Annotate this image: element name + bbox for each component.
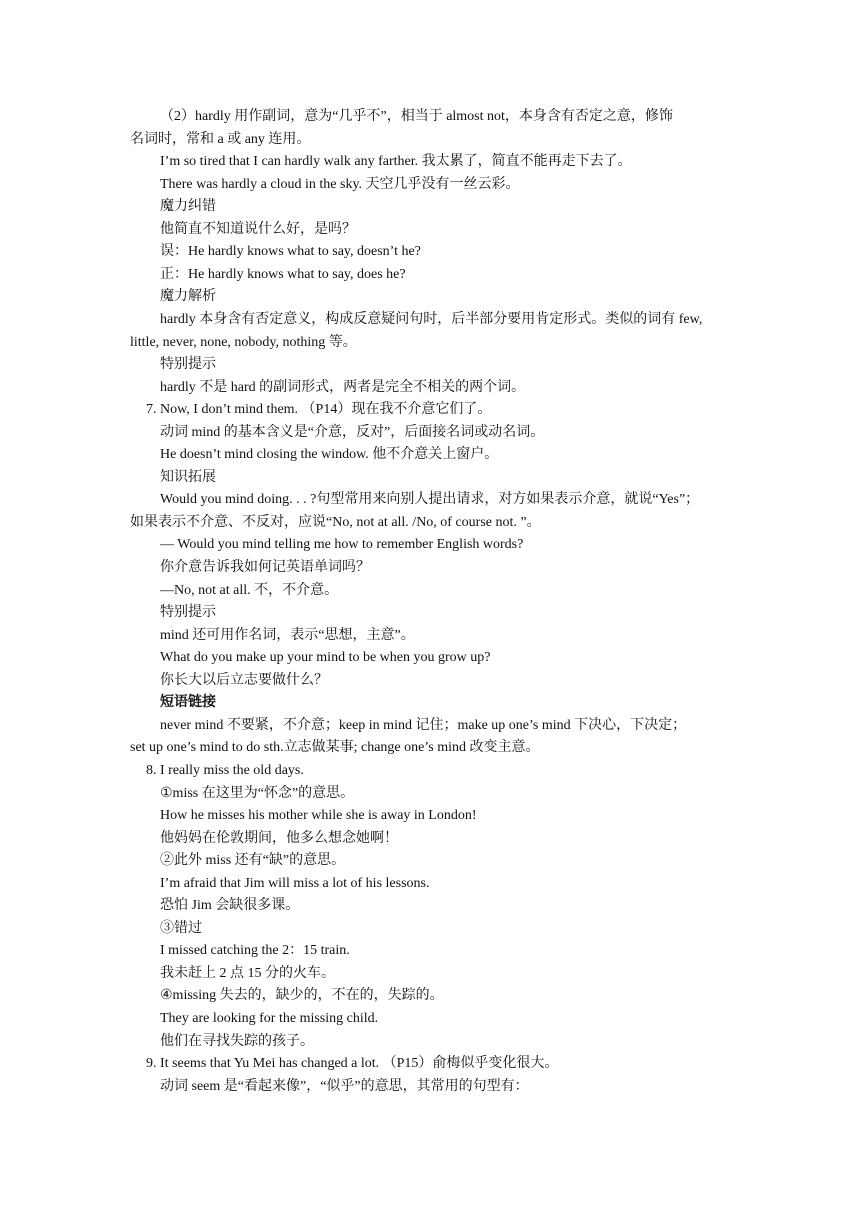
text-line: What do you make up your mind to be when you grow up? bbox=[160, 650, 491, 665]
text-line: never mind 不要紧，不介意；keep in mind 记住；make up one’s mind 下决心，下决定； bbox=[160, 718, 687, 733]
text-line: 动词 seem 是“看起来像”，“似乎”的意思，其常用的句型有： bbox=[160, 1079, 529, 1094]
text-line: Would you mind doing. . . ?句型常用来向别人提出请求，对方如果表示介意，就说“Yes”； bbox=[160, 492, 700, 507]
text-line: 8. I really miss the old days. bbox=[146, 763, 304, 778]
section-heading: 短语链接 bbox=[160, 695, 216, 710]
text-line: 魔力解析 bbox=[160, 289, 216, 304]
text-line: 特别提示 bbox=[160, 605, 216, 620]
text-line: There was hardly a cloud in the sky. 天空几乎没有一丝云彩。 bbox=[160, 177, 520, 192]
text-line: 他们在寻找失踪的孩子。 bbox=[160, 1034, 314, 1049]
text-line: 你介意告诉我如何记英语单词吗？ bbox=[160, 560, 370, 575]
text-line: I’m afraid that Jim will miss a lot of his lessons. bbox=[160, 876, 430, 891]
text-line: ③错过 bbox=[160, 921, 202, 936]
text-line: 正：He hardly knows what to say, does he? bbox=[160, 267, 406, 282]
text-line: ④missing 失去的，缺少的，不在的，失踪的。 bbox=[160, 988, 444, 1003]
text-line: 你长大以后立志要做什么？ bbox=[160, 673, 328, 688]
text-line: 他妈妈在伦敦期间，他多么想念她啊！ bbox=[160, 831, 398, 846]
text-line: mind 还可用作名词，表示“思想，主意”。 bbox=[160, 628, 415, 643]
text-line: They are looking for the missing child. bbox=[160, 1011, 379, 1026]
text-line: 动词 mind 的基本含义是“介意，反对”，后面接名词或动名词。 bbox=[160, 425, 545, 440]
text-line: 误：He hardly knows what to say, doesn’t he? bbox=[160, 244, 421, 259]
text-line: （2）hardly 用作副词，意为“几乎不”，相当于 almost not，本身含有否定之意，修饰 bbox=[160, 109, 673, 124]
text-line: I missed catching the 2：15 train. bbox=[160, 943, 350, 958]
text-line: How he misses his mother while she is away in London! bbox=[160, 808, 477, 823]
text-line: 名词时，常和 a 或 any 连用。 bbox=[130, 132, 311, 147]
text-line: 如果表示不介意、不反对，应说“No, not at all. /No, of course not. ”。 bbox=[130, 515, 541, 530]
text-line: little, never, none, nobody, nothing 等。 bbox=[130, 335, 357, 350]
text-line: ②此外 miss 还有“缺”的意思。 bbox=[160, 853, 346, 868]
text-line: I’m so tired that I can hardly walk any farther. 我太累了，简直不能再走下去了。 bbox=[160, 154, 632, 169]
text-line: hardly 本身含有否定意义，构成反意疑问句时，后半部分要用肯定形式。类似的词有 few, bbox=[160, 312, 703, 327]
text-line: 他简直不知道说什么好，是吗？ bbox=[160, 222, 356, 237]
text-line: 7. Now, I don’t mind them. （P14）现在我不介意它们了。 bbox=[146, 402, 492, 417]
text-line: 9. It seems that Yu Mei has changed a lot. （P15）俞梅似乎变化很大。 bbox=[146, 1056, 559, 1071]
text-line: 恐怕 Jim 会缺很多课。 bbox=[160, 898, 300, 913]
text-line: —No, not at all. 不，不介意。 bbox=[160, 583, 339, 598]
text-line: 我未赶上 2 点 15 分的火车。 bbox=[160, 966, 335, 981]
text-line: hardly 不是 hard 的副词形式，两者是完全不相关的两个词。 bbox=[160, 380, 526, 395]
text-line: He doesn’t mind closing the window. 他不介意关上窗户。 bbox=[160, 447, 499, 462]
text-line: 知识拓展 bbox=[160, 470, 216, 485]
text-line: 特别提示 bbox=[160, 357, 216, 372]
text-line: set up one’s mind to do sth.立志做某事; change one’s mind 改变主意。 bbox=[130, 740, 540, 755]
text-line: — Would you mind telling me how to remember English words? bbox=[160, 537, 524, 552]
text-line: 魔力纠错 bbox=[160, 199, 216, 214]
text-line: ①miss 在这里为“怀念”的意思。 bbox=[160, 786, 355, 801]
